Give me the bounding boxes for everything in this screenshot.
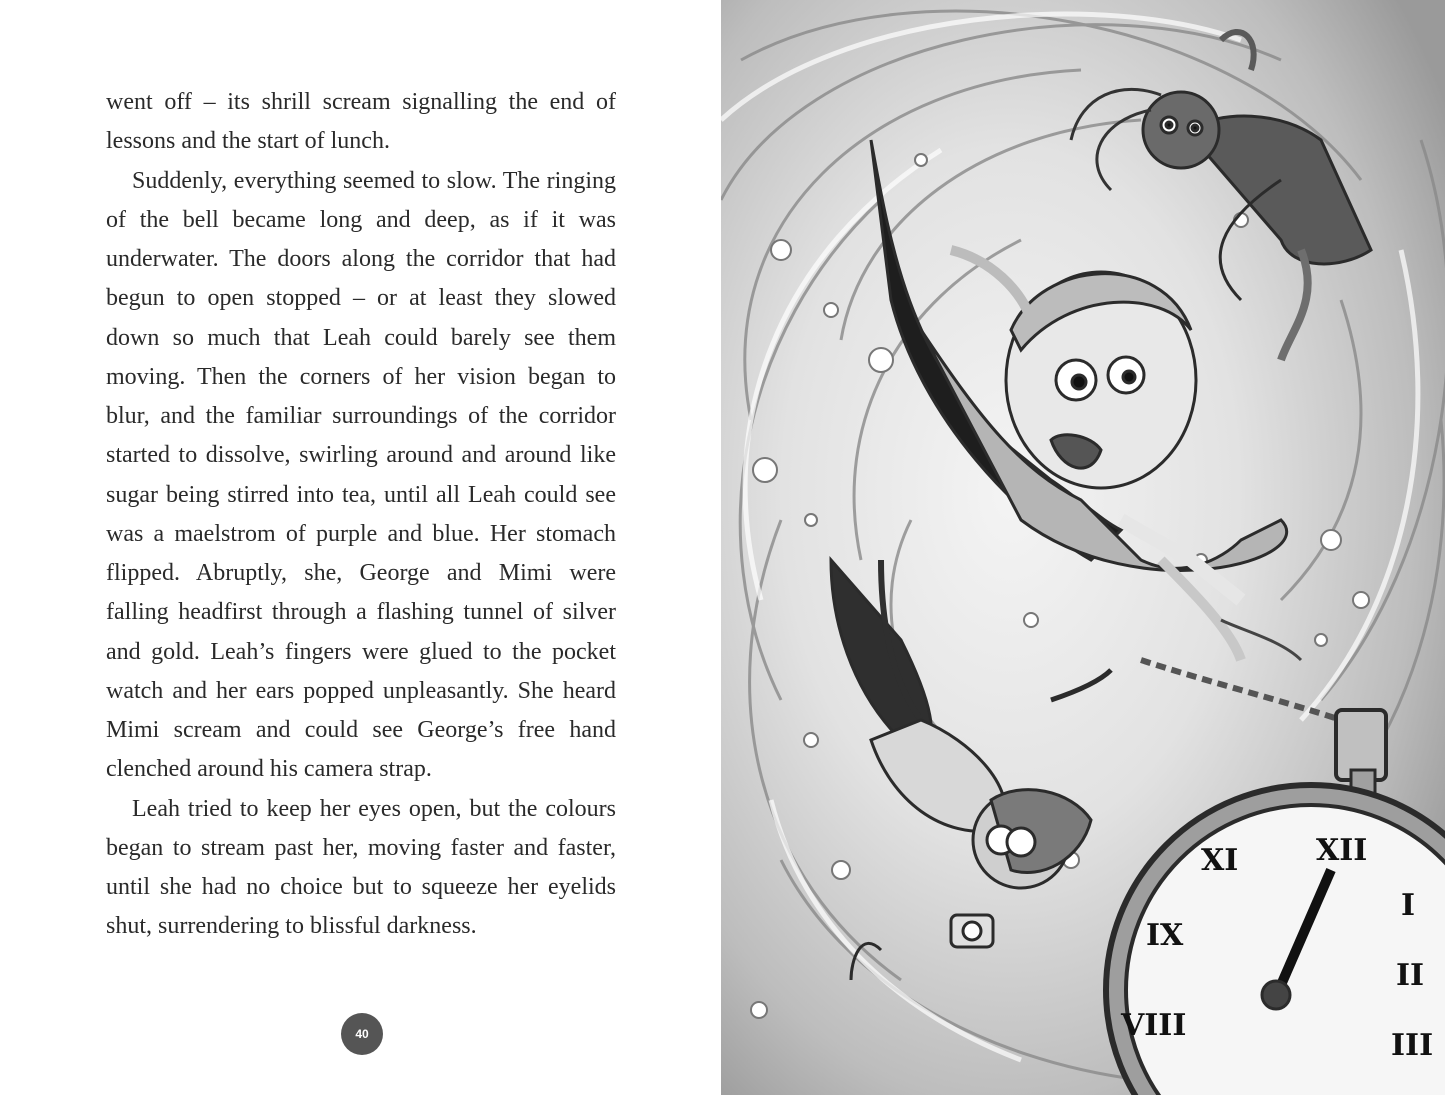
numeral: VIII	[1121, 1008, 1187, 1043]
numeral: XI	[1201, 843, 1239, 878]
left-page	[0, 0, 721, 1095]
numeral: I	[1401, 888, 1416, 923]
numeral: III	[1391, 1028, 1434, 1063]
body-text	[106, 83, 616, 947]
page-number-badge: 40	[341, 1013, 383, 1055]
numeral: XII	[1316, 833, 1368, 868]
numeral: IX	[1146, 918, 1184, 953]
paragraph: Leah tried to keep her eyes open, but the colours began to stream past her, moving faster and faster, until she had no choice but to squeeze her eyelids shut, surrendering to blissful darkness.	[106, 795, 616, 940]
illustration-page	[721, 0, 1445, 1095]
time-tunnel-illustration	[721, 0, 1445, 1095]
numeral: II	[1396, 958, 1425, 993]
paragraph: went off – its shrill scream signalling the end of lessons and the start of lunch.	[106, 89, 616, 155]
paragraph: Suddenly, everything seemed to slow. The ringing of the bell became long and deep, as if it was underwater. The doors along the corridor that had begun to open stopped – or at least they slowed down so much that Leah could barely see them moving. Then the corners of her vision began to blur, and the familiar surroundings of the corridor started to dissolve, swirling around and around like sugar being stirred into tea, until all Leah could see was a maelstrom of purple and blue. Her stomach flipped. Abruptly, she, George and Mimi were falling headfirst through a flashing tunnel of silver and gold. Leah’s fingers were glued to the pocket watch and her ears popped unpleasantly. She heard Mimi scream and could see George’s free hand clenched around his camera strap.	[106, 167, 616, 783]
